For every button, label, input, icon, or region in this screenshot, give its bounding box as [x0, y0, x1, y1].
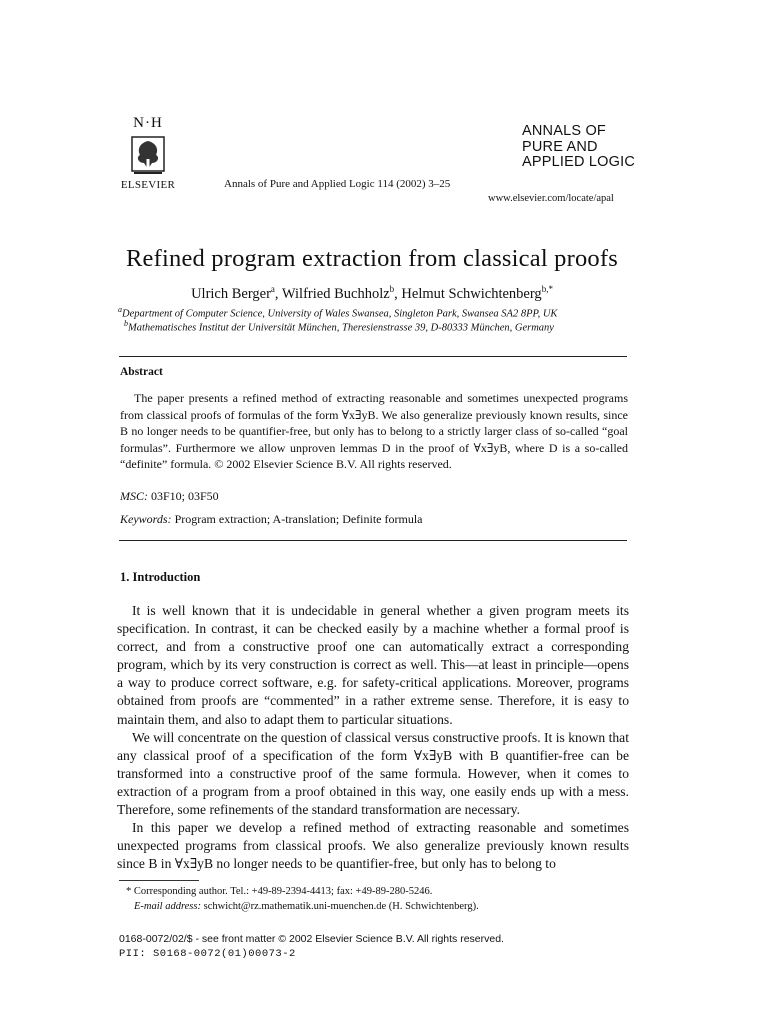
body-text — [117, 602, 629, 873]
affiliation-text: Department of Computer Science, University of Wales Swansea, Singleton Park, Swansea SA2 8PP, UK — [122, 308, 558, 320]
paragraph: It is well known that it is undecidable in general whether a given program meets its specification. In contrast, it can be checked easily by a machine whether a formal proof is correct, and from a constructive proof one can automatically extract a corresponding program, which by its very construction is correct as well. This—at least in principle—opens a way to produce correct software, e.g. for safety-critical applications. Moreover, programs obtained from proofs are “commented” in a rather extreme sense. Therefore, it is easy to maintain them, and also to adapt them to particular situations. — [117, 603, 629, 727]
pii-line: PII: S0168-0072(01)00073-2 — [119, 948, 296, 960]
author-affiliation-mark: b,* — [541, 284, 553, 294]
email-value: schwicht@rz.mathematik.uni-muenchen.de (H. Schwichtenberg). — [200, 901, 479, 912]
abstract-heading: Abstract — [120, 366, 163, 378]
journal-title-line: ANNALS OF — [522, 123, 606, 139]
affiliation — [124, 319, 644, 334]
msc-value: 03F10; 03F50 — [148, 489, 219, 503]
author-list — [0, 284, 744, 303]
keywords-label: Keywords: — [120, 512, 172, 526]
affiliation-mark: a — [118, 305, 122, 314]
author-name: Helmut Schwichtenberg — [401, 285, 542, 302]
paper-title: Refined program extraction from classical proofs — [126, 245, 618, 272]
footnote-email — [134, 901, 479, 912]
author-name: Ulrich Berger — [191, 285, 271, 302]
affiliation — [118, 305, 638, 320]
journal-title-line: PURE AND — [522, 138, 598, 155]
author-separator: , — [394, 285, 402, 302]
msc-codes — [120, 489, 219, 504]
divider — [119, 540, 627, 541]
keywords-value: Program extraction; A-translation; Definite formula — [171, 512, 423, 526]
author-affiliation-mark: a — [270, 284, 275, 294]
abstract-text: The paper presents a refined method of extracting reasonable and sometimes unexpected programs from classical proofs of formulas of the form ∀x∃yB. We also generalize previously known results, since B no longer needs to be quantifier-free, but only has to belong to a strictly larger class of so-called “goal formulas”. Furthermore we allow unproven lemmas D in the proof of ∀x∃yB, where D is a so-called “definite” formula. © 2002 Elsevier Science B.V. All rights reserved. — [120, 391, 628, 471]
keywords — [120, 512, 423, 527]
divider — [119, 356, 627, 357]
copyright-line: 0168-0072/02/$ - see front matter © 2002 Elsevier Science B.V. All rights reserved. — [119, 933, 504, 945]
affiliation-mark: b — [124, 319, 128, 328]
email-label: E-mail address: — [134, 901, 201, 912]
tree-emblem-icon — [128, 133, 168, 177]
publisher-name: ELSEVIER — [120, 179, 176, 191]
journal-title-block — [522, 124, 635, 171]
author-name: Wilfried Buchholz — [281, 285, 390, 302]
affiliation-text: Mathematisches Institut der Universität München, Theresienstrasse 39, D-80333 München, Germany — [128, 322, 554, 334]
paragraph: In this paper we develop a refined method of extracting reasonable and sometimes unexpected programs from classical proofs. We also generalize previously known results since B in ∀x∃yB no longer needs to be quantifier-free, but only has to belong to — [117, 820, 629, 872]
footnote-divider — [119, 880, 199, 881]
footnote: * Corresponding author. Tel.: +49-89-2394-4413; fax: +49-89-280-5246. — [126, 886, 433, 897]
author-affiliation-mark: b — [389, 284, 395, 294]
logo-monogram: N·H — [133, 115, 163, 131]
journal-citation: Annals of Pure and Applied Logic 114 (2002) 3–25 — [224, 178, 451, 190]
paragraph: We will concentrate on the question of classical versus constructive proofs. It is known that any classical proof of a specification of the form ∀x∃yB with B quantifier-free can be transformed into a constructive proof of the same formula. However, when it comes to extraction of a program from a proof obtained in this way, one easily ends up with a mess. Therefore, some refinements of the standard transformation are necessary. — [117, 729, 629, 818]
journal-url: www.elsevier.com/locate/apal — [488, 193, 614, 204]
elsevier-logo — [118, 115, 178, 191]
section-heading: 1. Introduction — [120, 570, 201, 584]
msc-label: MSC: — [120, 489, 148, 503]
author-separator: , — [274, 285, 282, 302]
journal-title-line: APPLIED LOGIC — [522, 154, 635, 170]
